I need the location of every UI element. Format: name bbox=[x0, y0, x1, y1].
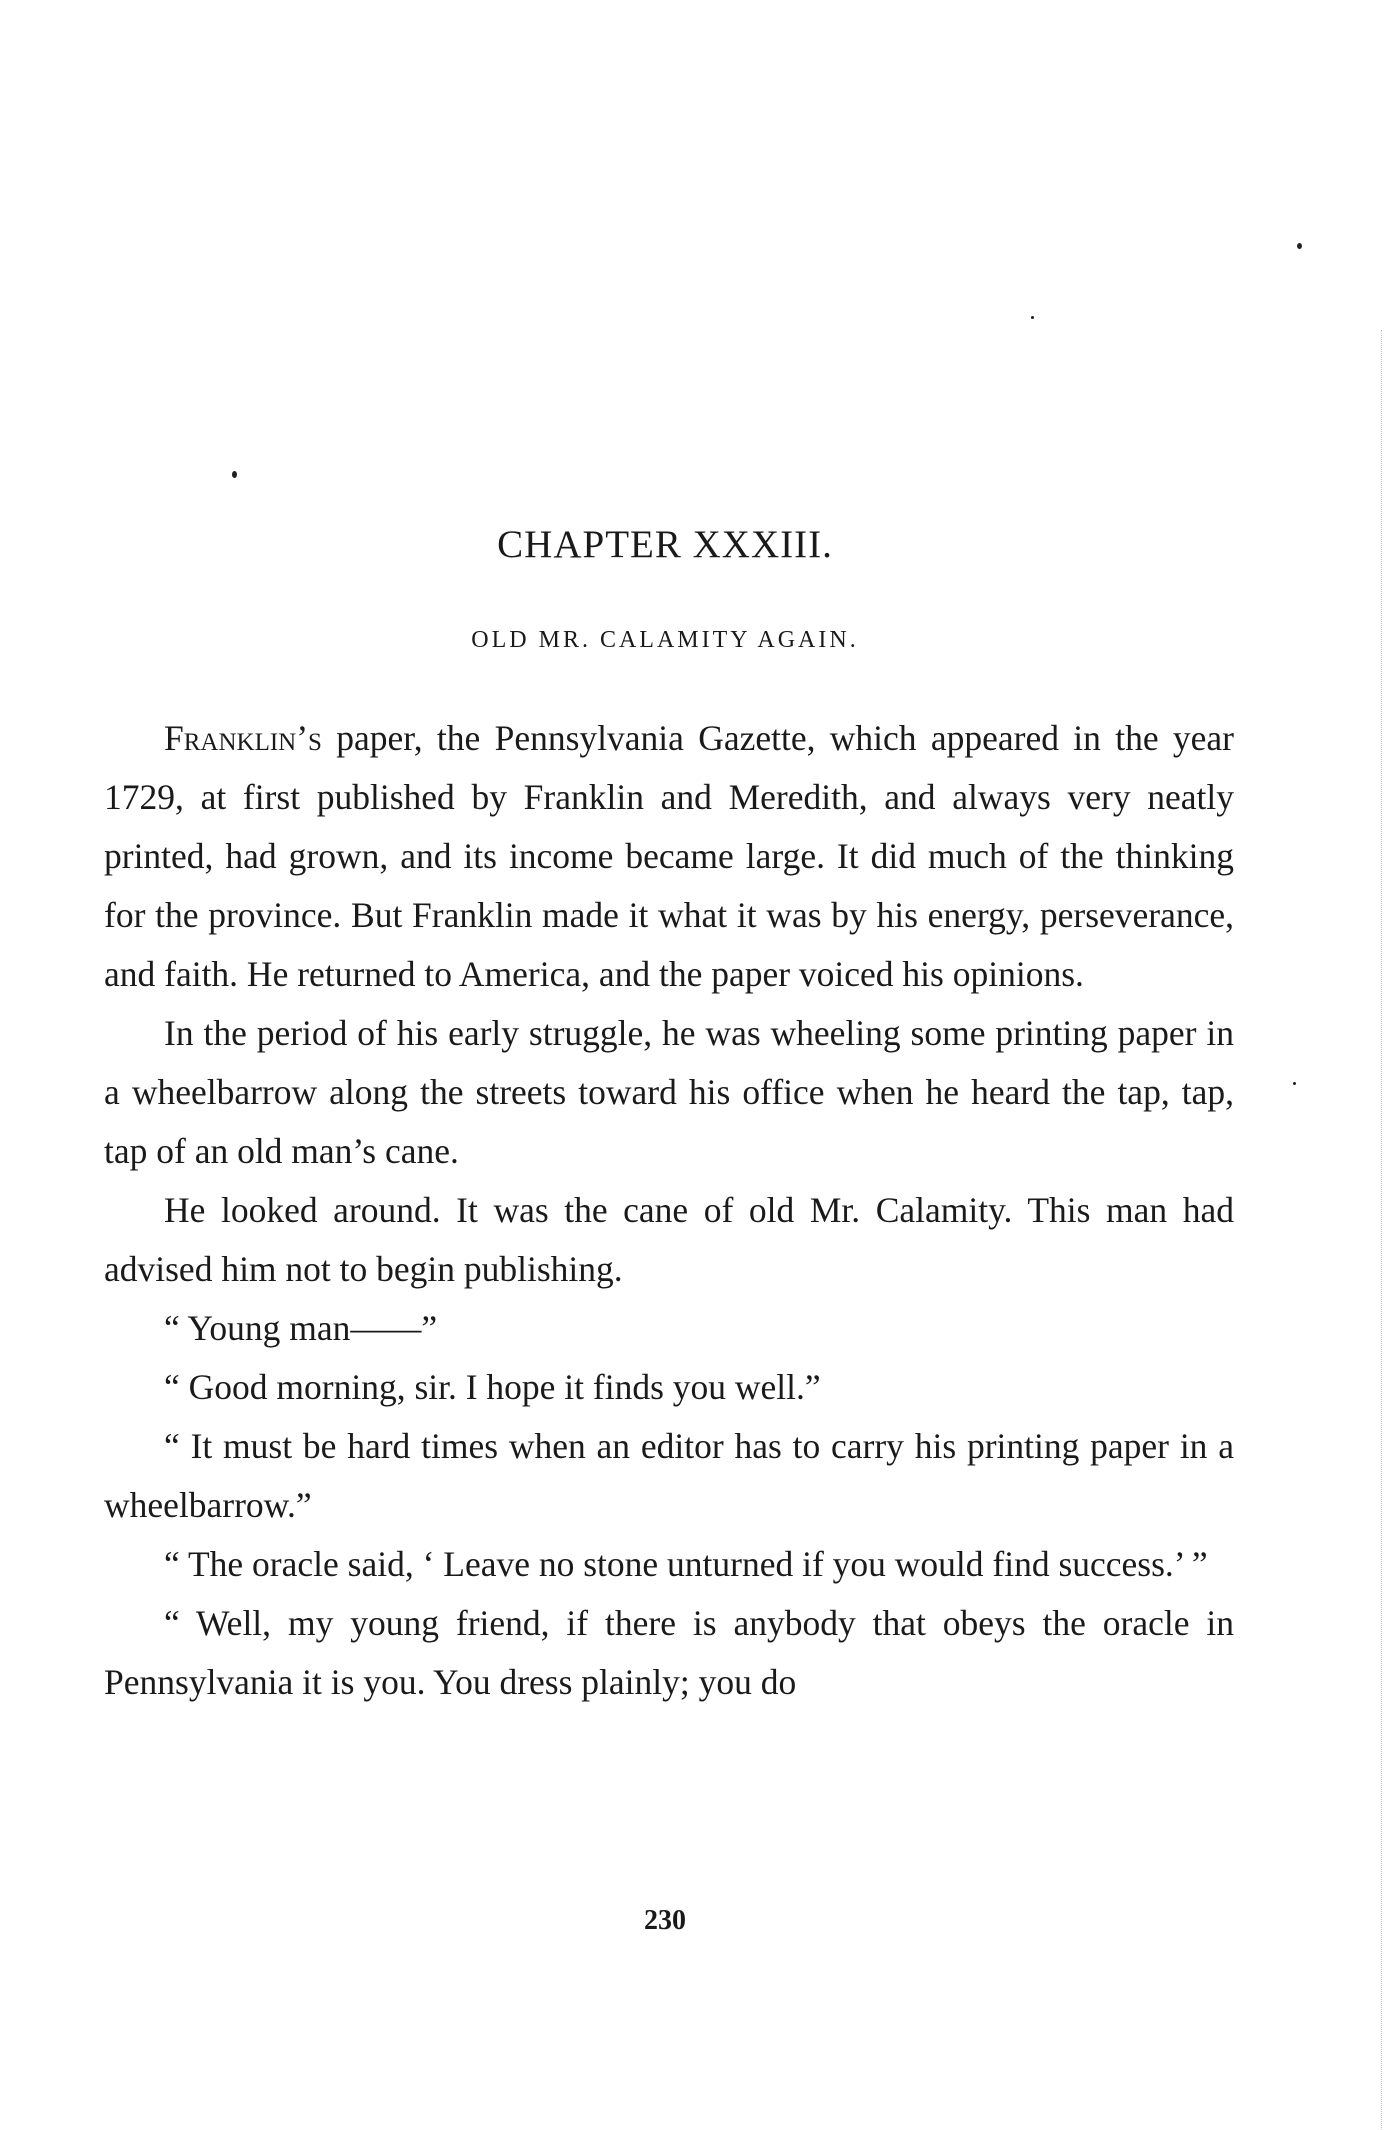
paragraph-text: “ Good morning, sir. I hope it finds you well.” bbox=[164, 1367, 821, 1407]
chapter-title: CHAPTER XXXIII. bbox=[497, 523, 833, 566]
paragraph bbox=[104, 1358, 1234, 1417]
paragraph-lead-word: Franklin’s bbox=[164, 718, 322, 758]
paragraph bbox=[104, 1181, 1234, 1299]
ink-speck bbox=[232, 471, 237, 478]
paragraph-text: He looked around. It was the cane of old Mr. Calamity. This man had advised him not to begin publishing. bbox=[104, 1190, 1234, 1289]
paragraph bbox=[104, 1594, 1234, 1712]
paragraph bbox=[104, 1417, 1234, 1535]
paragraph-text: “ It must be hard times when an editor has to carry his printing paper in a wheelbarrow.” bbox=[104, 1426, 1234, 1525]
paragraph bbox=[104, 1535, 1234, 1594]
paragraph-text: “ Young man——” bbox=[164, 1308, 438, 1348]
paragraph bbox=[104, 1299, 1234, 1358]
ink-speck bbox=[1293, 1082, 1296, 1085]
body-text bbox=[104, 709, 1234, 1712]
ink-speck bbox=[1031, 316, 1034, 319]
paragraph bbox=[104, 709, 1234, 1004]
page-number: 230 bbox=[644, 1905, 686, 1936]
paragraph-text: In the period of his early struggle, he was wheeling some printing paper in a wheelbarrow along the streets toward his office when he heard the tap, tap, tap of an old man’s cane. bbox=[104, 1013, 1234, 1171]
paragraph-text: “ The oracle said, ‘ Leave no stone unturned if you would find success.’ ” bbox=[164, 1544, 1208, 1584]
paragraph bbox=[104, 1004, 1234, 1181]
paragraph-text: paper, the Pennsylvania Gazette, which appeared in the year 1729, at first published by Franklin and Meredith, and always very neatly printed, had grown, and its income became large. It did much of the thinking for the province. But Franklin made it what it was by his energy, perseverance, and faith. He returned to America, and the paper voiced his opinions. bbox=[104, 718, 1234, 994]
chapter-subtitle: OLD MR. CALAMITY AGAIN. bbox=[471, 627, 859, 653]
page-edge-marks bbox=[1377, 330, 1382, 2130]
ink-speck bbox=[1297, 243, 1302, 249]
paragraph-text: “ Well, my young friend, if there is anybody that obeys the oracle in Pennsylvania it is you. You dress plainly; you do bbox=[104, 1603, 1234, 1702]
